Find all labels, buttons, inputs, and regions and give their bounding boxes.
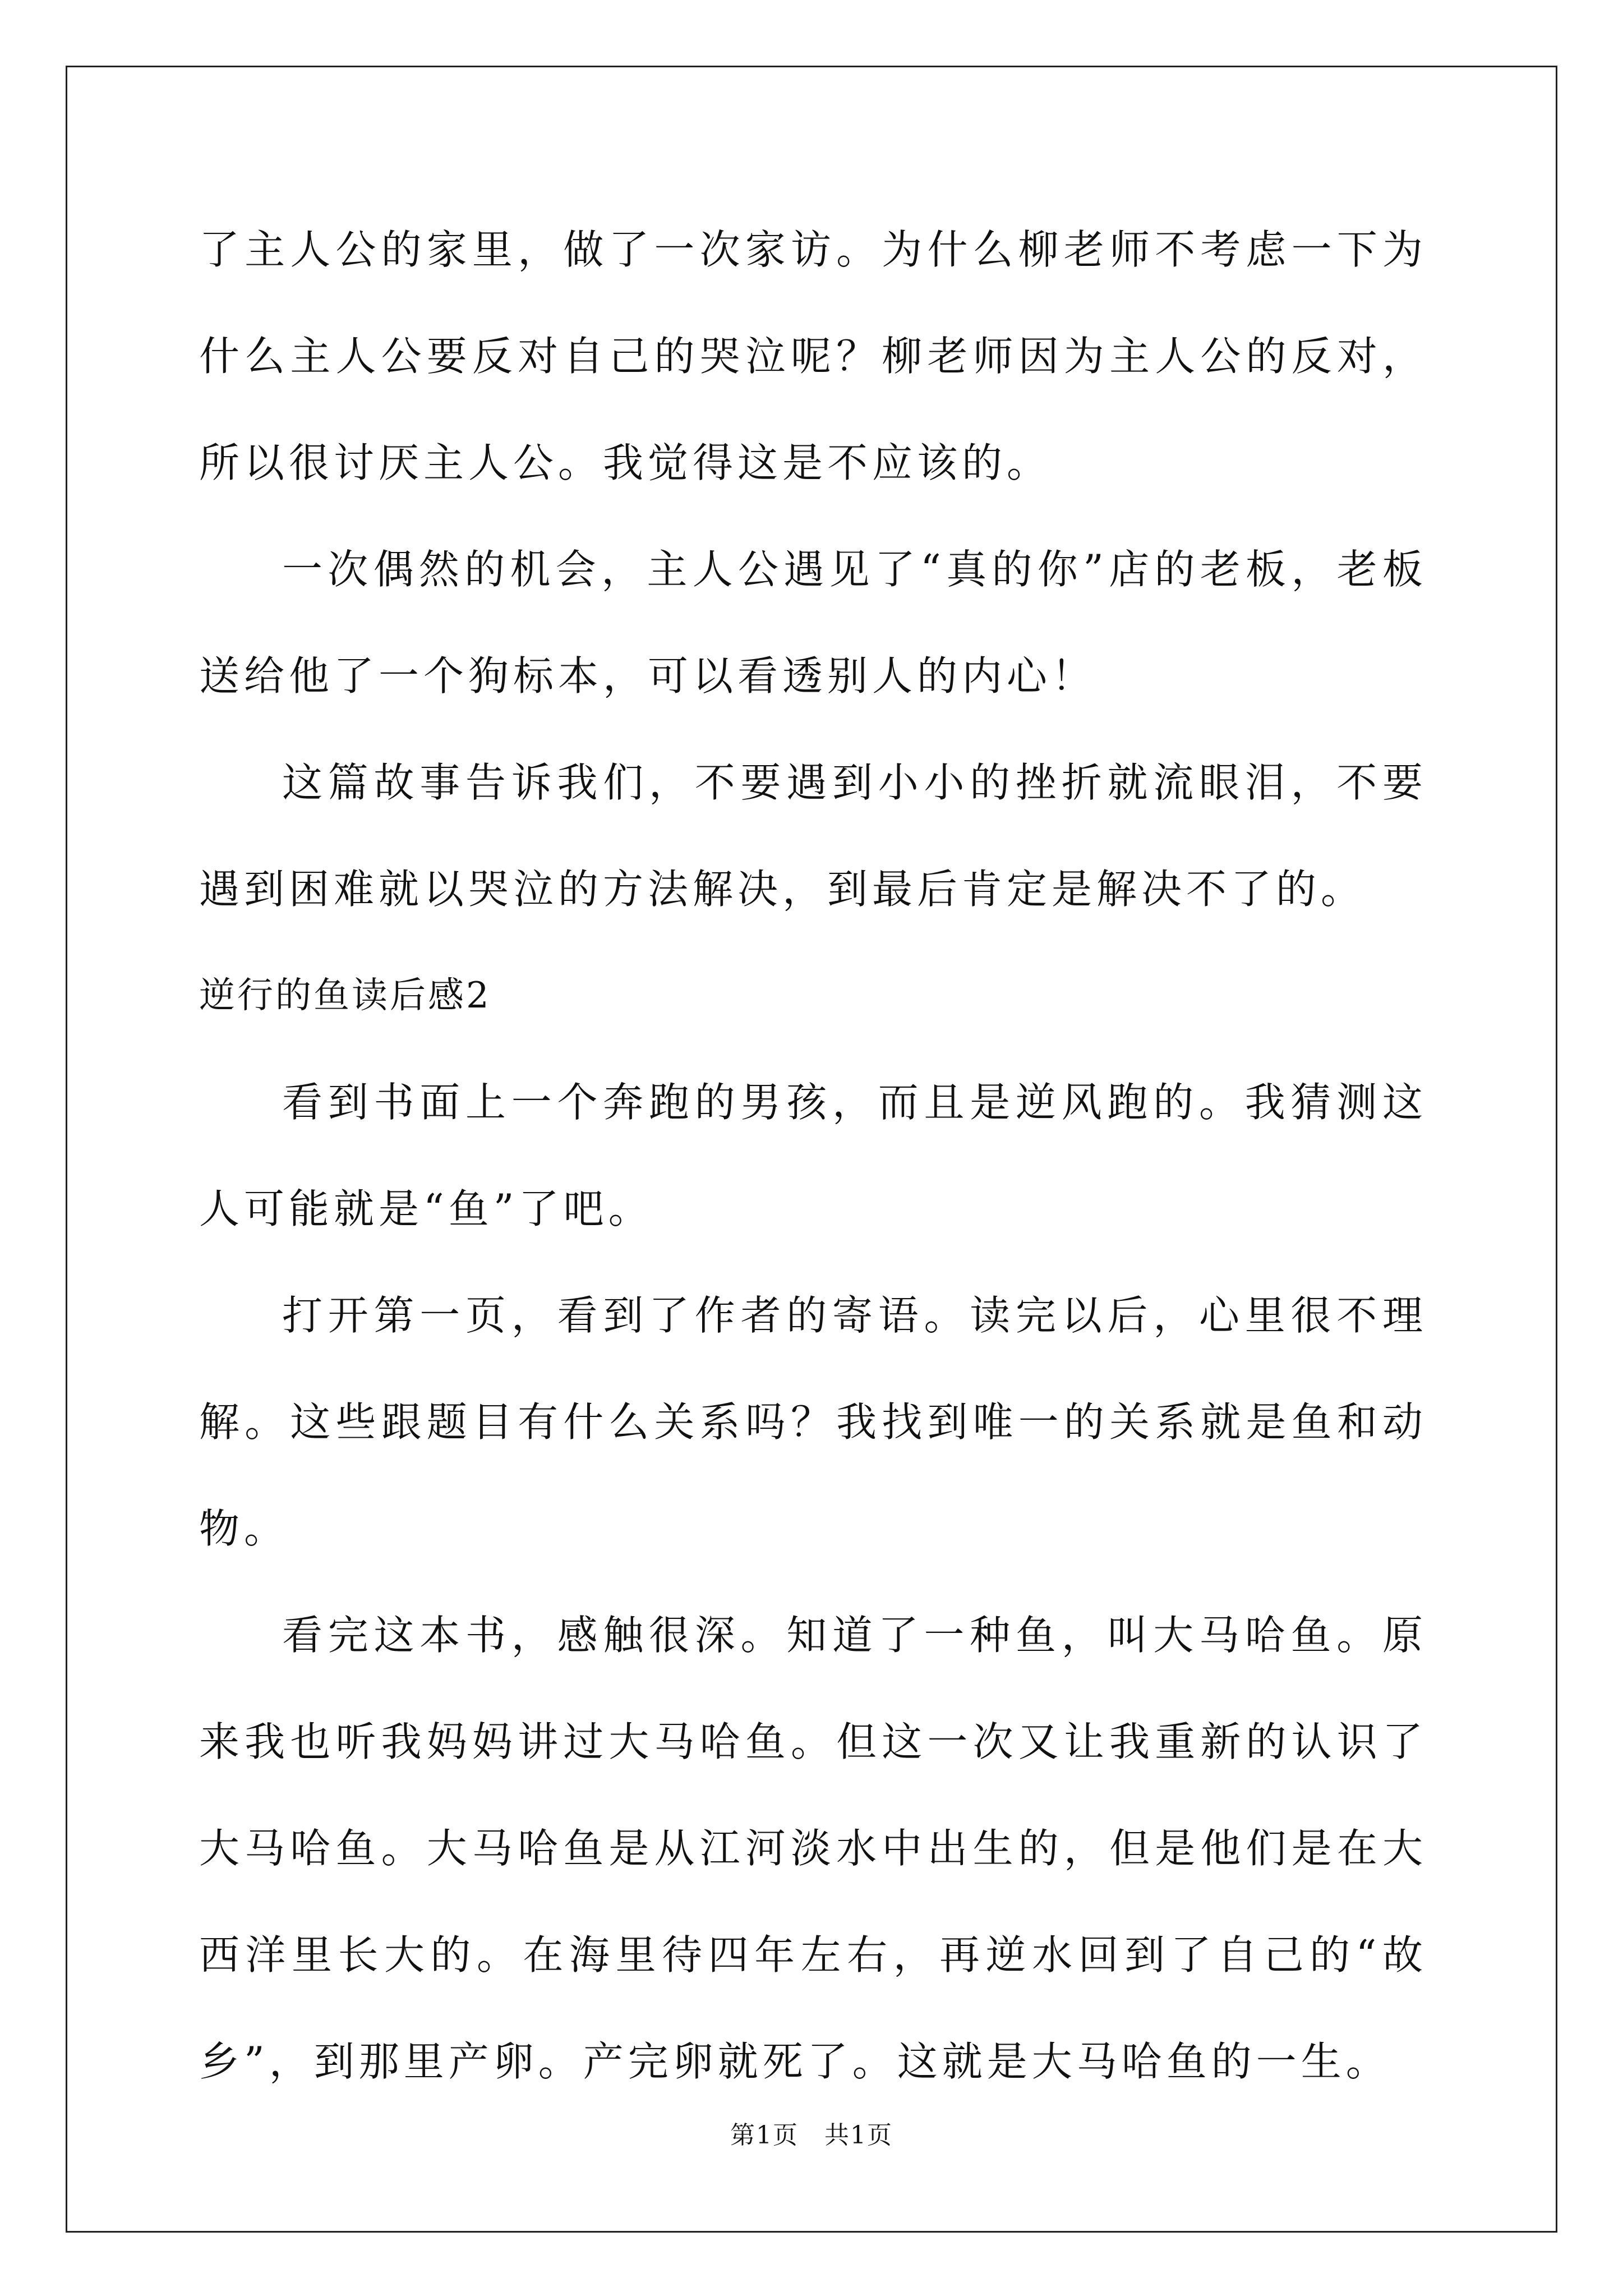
paragraph-4: 看到书面上一个奔跑的男孩，而且是逆风跑的。我猜测这人可能就是“鱼”了吧。 xyxy=(199,1079,1427,1232)
paragraph-5: 打开第一页，看到了作者的寄语。读完以后，心里很不理解。这些跟题目有什么关系吗？我找到唯一的关系就是鱼和动物。 xyxy=(199,1292,1427,1552)
paragraph-1: 了主人公的家里，做了一次家访。为什么柳老师不考虑一下为什么主人公要反对自己的哭泣呢？柳老师因为主人公的反对，所以很讨厌主人公。我觉得这是不应该的。 xyxy=(199,226,1427,486)
paragraph-2: 一次偶然的机会，主人公遇见了“真的你”店的老板，老板送给他了一个狗标本，可以看透别人的内心！ xyxy=(199,546,1427,700)
paragraph-6: 看完这本书，感触很深。知道了一种鱼，叫大马哈鱼。原来我也听我妈妈讲过大马哈鱼。但这一次又让我重新的认识了大马哈鱼。大马哈鱼是从江河淡水中出生的，但是他们是在大西洋里长大的。在海里待四年左右，再逆水回到了自己的“故乡”，到那里产卵。产完卵就死了。这就是大马哈鱼的一生。 xyxy=(199,1612,1427,2085)
paragraph-3: 这篇故事告诉我们，不要遇到小小的挫折就流眼泪，不要遇到困难就以哭泣的方法解决，到最后肯定是解决不了的。 xyxy=(199,759,1427,913)
section-heading: 逆行的鱼读后感2 xyxy=(199,975,491,1016)
page-footer: 第1页 共1页 xyxy=(730,2121,893,2150)
document-body xyxy=(199,196,1427,2115)
